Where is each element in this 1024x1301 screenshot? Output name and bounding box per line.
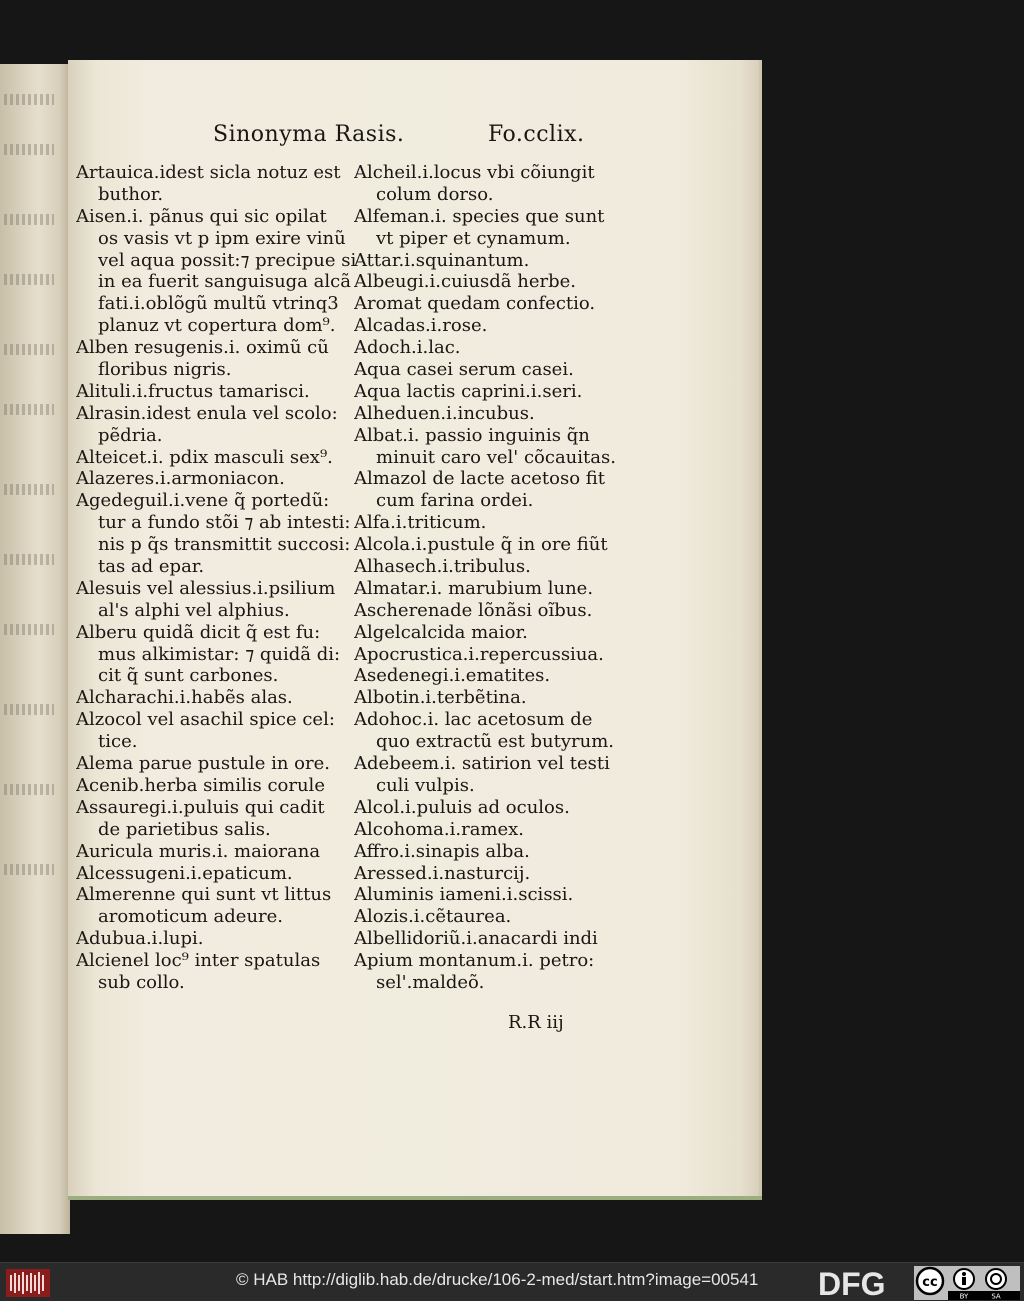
text-line: Assauregi.i.puluis qui cadit [76, 796, 325, 818]
text-line: Alcienel loc⁹ inter spatulas [76, 950, 321, 972]
text-line: vel aqua possit:⁊ precipue si [98, 249, 357, 271]
text-line: Asedenegi.i.ematites. [354, 665, 551, 687]
text-line: Alfeman.i. species que sunt [354, 205, 605, 227]
text-line: Alheduen.i.incubus. [354, 402, 535, 424]
hab-logo-icon [6, 1269, 50, 1297]
text-line: al's alphi vel alphius. [98, 599, 290, 621]
text-line: Alzocol vel asachil spice cel: [76, 709, 335, 731]
text-line: buthor. [98, 183, 164, 205]
text-line: Aqua casei serum casei. [354, 359, 574, 381]
text-line: Acenib.herba similis corule [76, 774, 325, 796]
text-line: tice. [98, 731, 138, 753]
text-line: culi vulpis. [376, 774, 475, 796]
text-line: Alben resugenis.i. oximũ cũ [76, 337, 329, 359]
text-line: Albotin.i.terbẽtina. [354, 687, 527, 709]
by-label: BY [959, 1292, 969, 1300]
text-line: cit q̃ sunt carbones. [98, 665, 279, 687]
sa-label: SA [991, 1292, 1001, 1300]
dfg-logo-text: DFG [818, 1267, 886, 1299]
text-line: Adoch.i.lac. [354, 337, 461, 359]
text-line: quo extractũ est butyrum. [376, 731, 615, 753]
text-line: Alcheil.i.locus vbi cõiungit [354, 162, 595, 183]
text-line: pẽdria. [98, 424, 163, 446]
text-line: os vasis vt p ipm exire vinũ [98, 227, 346, 249]
text-line: Alesuis vel alessius.i.psilium [76, 577, 336, 599]
text-line: Artauica.idest sicla notuz est [76, 162, 341, 183]
text-line: mus alkimistar: ⁊ quidã di: [98, 643, 341, 665]
text-line: Apium montanum.i. petro: [354, 950, 595, 972]
text-line: Almerenne qui sunt vt littus [76, 884, 332, 906]
sa-icon [986, 1269, 1006, 1289]
text-line: Adebeem.i. satirion vel testi [354, 753, 610, 775]
text-line: Almatar.i. marubium lune. [354, 577, 594, 599]
running-header [68, 122, 762, 162]
running-title: Sinonyma Rasis. [213, 122, 405, 147]
dfg-logo-icon [816, 1267, 912, 1299]
text-line: tur a fundo stõi ⁊ ab intesti: [98, 512, 351, 534]
viewer-footer [0, 1262, 1024, 1301]
text-line: Alcohoma.i.ramex. [354, 818, 525, 840]
text-line: cum farina ordei. [376, 490, 534, 512]
text-line: sel'.maldeõ. [376, 971, 485, 993]
text-line: Aressed.i.nasturcij. [354, 862, 531, 884]
text-line: Adubua.i.lupi. [76, 928, 204, 950]
text-line: Almazol de lacte acetoso fit [354, 468, 605, 490]
text-line: Alcharachi.i.habẽs alas. [76, 687, 293, 709]
text-line: Auricula muris.i. maiorana [76, 840, 321, 862]
text-line: colum dorso. [376, 183, 494, 205]
text-line: Alcadas.i.rose. [354, 315, 488, 337]
text-line: Albeugi.i.cuiusdã herbe. [354, 271, 576, 293]
previous-page-edge [0, 64, 70, 1234]
text-line: minuit caro vel' cõcauitas. [376, 446, 616, 468]
text-line: Alberu quidã dicit q̃ est fu: [76, 621, 321, 643]
text-line: Affro.i.sinapis alba. [354, 840, 530, 862]
text-line: Aqua lactis caprini.i.seri. [354, 380, 583, 402]
text-line: planuz vt copertura dom⁹. [98, 315, 336, 337]
text-line: Alema parue pustule in ore. [76, 753, 330, 775]
text-line: Albellidoriũ.i.anacardi indi [354, 928, 598, 950]
text-line: Algelcalcida maior. [354, 621, 528, 643]
text-line: de parietibus salis. [98, 818, 271, 840]
text-line: Apocrustica.i.repercussiua. [354, 643, 604, 665]
right-text-column [354, 162, 654, 994]
text-line: Aromat quedam confectio. [354, 293, 596, 315]
text-line: Alhasech.i.tribulus. [354, 556, 531, 578]
text-line: Alituli.i.fructus tamarisci. [76, 380, 310, 402]
text-line: Alfa.i.triticum. [354, 512, 487, 534]
text-line: Adohoc.i. lac acetosum de [354, 709, 593, 731]
text-line: Aluminis iameni.i.scissi. [354, 884, 574, 906]
text-line: Alrasin.idest enula vel scolo: [76, 402, 338, 424]
cc-license-icons [914, 1266, 1020, 1300]
text-line: tas ad epar. [98, 556, 205, 578]
by-icon [954, 1269, 974, 1289]
text-line: Agedeguil.i.vene q̃ portedũ: [76, 490, 330, 512]
cc-icon [917, 1268, 943, 1294]
text-line: sub collo. [98, 971, 185, 993]
text-line: floribus nigris. [98, 359, 232, 381]
source-link[interactable]: © HAB http://diglib.hab.de/drucke/106-2-med/start.htm?image=00541 [236, 1270, 759, 1289]
text-line: Aisen.i. pãnus qui sic opilat [76, 205, 327, 227]
text-line: Alcessugeni.i.epaticum. [76, 862, 293, 884]
text-line: Alazeres.i.armoniacon. [76, 468, 285, 490]
text-line: Albat.i. passio inguinis q̃n [354, 424, 590, 446]
text-line: vt piper et cynamum. [376, 227, 571, 249]
text-line: in ea fuerit sanguisuga alcã [98, 271, 351, 293]
signature-mark: R.R iij [508, 1012, 564, 1033]
text-line: aromoticum adeure. [98, 906, 284, 928]
text-line: Attar.i.squinantum. [354, 249, 530, 271]
text-line: Alteicet.i. pdix masculi sex⁹. [76, 446, 333, 468]
text-line: Alcol.i.puluis ad oculos. [354, 796, 570, 818]
text-line: Ascherenade lõnãsi oĩbus. [354, 599, 593, 621]
text-line: nis p q̃s transmittit succosi: [98, 534, 351, 556]
book-page [68, 60, 762, 1200]
text-line: Alozis.i.cẽtaurea. [354, 906, 512, 928]
folio-number: Fo.cclix. [488, 122, 585, 147]
left-text-column [76, 162, 376, 994]
svg-text:cc: cc [922, 1275, 938, 1290]
text-line: Alcola.i.pustule q̃ in ore fiũt [354, 534, 608, 556]
text-line: fati.i.oblõgũ multũ vtrinq3 [98, 293, 339, 315]
